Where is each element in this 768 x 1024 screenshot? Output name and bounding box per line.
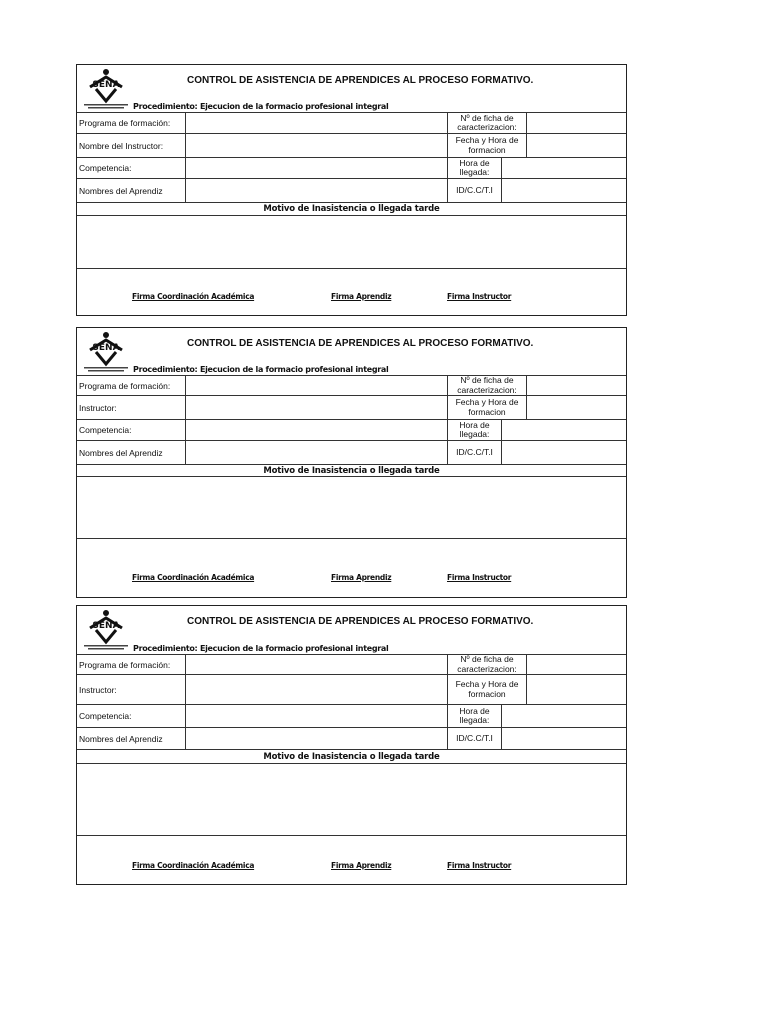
aprendiz-label: Nombres del Aprendiz [79,185,163,196]
form-title: CONTROL DE ASISTENCIA DE APRENDICES AL PROCESO FORMATIVO. [187,616,534,627]
fecha-label: Fecha y Hora de formacion [447,134,526,157]
procedure-text: Procedimiento: Ejecucion de la formacio profesional integral [133,102,389,111]
competencia-field[interactable] [185,705,447,727]
ficha-field[interactable] [526,655,626,674]
aprendiz-field[interactable] [185,179,447,202]
ficha-field[interactable] [526,113,626,133]
firma-aprendiz: Firma Aprendiz [331,292,392,301]
fecha-label: Fecha y Hora de formacion [447,675,526,704]
procedure-text: Procedimiento: Ejecucion de la formacio profesional integral [133,365,389,374]
firma-coordinacion: Firma Coordinación Académica [132,861,255,870]
competencia-row [77,420,626,441]
motivo-field[interactable] [77,764,626,836]
svg-text:SENA: SENA [92,621,120,631]
hora-label: Hora de llegada: [447,158,501,178]
hora-field[interactable] [501,705,626,727]
instructor-row [77,134,626,158]
motivo-field[interactable] [77,477,626,539]
aprendiz-row [77,441,626,465]
id-label: ID/C.C/T.I [447,441,501,464]
aprendiz-field[interactable] [185,441,447,464]
instructor-label: Nombre del Instructor: [79,140,164,151]
fecha-field[interactable] [526,396,626,419]
id-field[interactable] [501,179,626,202]
programa-label: Programa de formación: [79,118,171,128]
aprendiz-label: Nombres del Aprendiz [79,733,163,744]
motivo-heading: Motivo de Inasistencia o llegada tarde [77,203,626,216]
competencia-row [77,705,626,728]
fecha-label: Fecha y Hora de formacion [447,396,526,419]
ficha-field[interactable] [526,376,626,395]
motivo-field[interactable] [77,216,626,269]
sena-logo-icon [82,331,130,375]
svg-text:SENA: SENA [92,343,120,353]
fecha-field[interactable] [526,134,626,157]
hora-label: Hora de llegada: [447,420,501,440]
id-field[interactable] [501,728,626,749]
hora-field[interactable] [501,158,626,178]
programa-field[interactable] [185,376,447,395]
sena-logo-icon [82,609,130,653]
signature-area [77,539,626,597]
competencia-row [77,158,626,179]
form-header [77,328,626,376]
programa-row [77,376,626,396]
aprendiz-field[interactable] [185,728,447,749]
motivo-heading: Motivo de Inasistencia o llegada tarde [77,465,626,477]
instructor-label: Instructor: [79,684,117,695]
firma-coordinacion: Firma Coordinación Académica [132,573,255,582]
firma-aprendiz: Firma Aprendiz [331,573,392,582]
firma-aprendiz: Firma Aprendiz [331,861,392,870]
form-title: CONTROL DE ASISTENCIA DE APRENDICES AL PROCESO FORMATIVO. [187,75,534,86]
attendance-form-1 [76,64,627,316]
fecha-field[interactable] [526,675,626,704]
programa-field[interactable] [185,655,447,674]
aprendiz-row [77,728,626,750]
sena-logo-icon [82,68,130,112]
firma-instructor: Firma Instructor [447,292,512,301]
form-header [77,606,626,655]
programa-label: Programa de formación: [79,380,171,391]
attendance-form-3 [76,605,627,885]
hora-label: Hora de llegada: [447,705,501,727]
form-header [77,65,626,113]
programa-label: Programa de formación: [79,659,171,670]
instructor-field[interactable] [185,675,447,704]
competencia-label: Competencia: [79,711,132,721]
ficha-label: Nº de ficha de caracterizacion: [447,655,526,674]
firma-instructor: Firma Instructor [447,861,512,870]
firma-instructor: Firma Instructor [447,573,512,582]
instructor-field[interactable] [185,396,447,419]
id-label: ID/C.C/T.I [447,179,501,202]
form-title: CONTROL DE ASISTENCIA DE APRENDICES AL PROCESO FORMATIVO. [187,338,534,349]
firma-coordinacion: Firma Coordinación Académica [132,292,255,301]
competencia-label: Competencia: [79,163,132,173]
svg-text:SENA: SENA [92,80,120,90]
instructor-field[interactable] [185,134,447,157]
ficha-label: Nº de ficha de caracterizacion: [447,376,526,395]
signature-area [77,836,626,884]
programa-row [77,655,626,675]
ficha-label: Nº de ficha de caracterizacion: [447,113,526,133]
programa-field[interactable] [185,113,447,133]
aprendiz-label: Nombres del Aprendiz [79,447,163,458]
aprendiz-row [77,179,626,203]
attendance-form-2 [76,327,627,598]
hora-field[interactable] [501,420,626,440]
motivo-heading: Motivo de Inasistencia o llegada tarde [77,750,626,764]
instructor-label: Instructor: [79,402,117,413]
competencia-field[interactable] [185,158,447,178]
competencia-field[interactable] [185,420,447,440]
id-field[interactable] [501,441,626,464]
instructor-row [77,675,626,705]
programa-row [77,113,626,134]
procedure-text: Procedimiento: Ejecucion de la formacio profesional integral [133,644,389,653]
signature-area [77,269,626,315]
competencia-label: Competencia: [79,425,132,435]
instructor-row [77,396,626,420]
id-label: ID/C.C/T.I [447,728,501,749]
